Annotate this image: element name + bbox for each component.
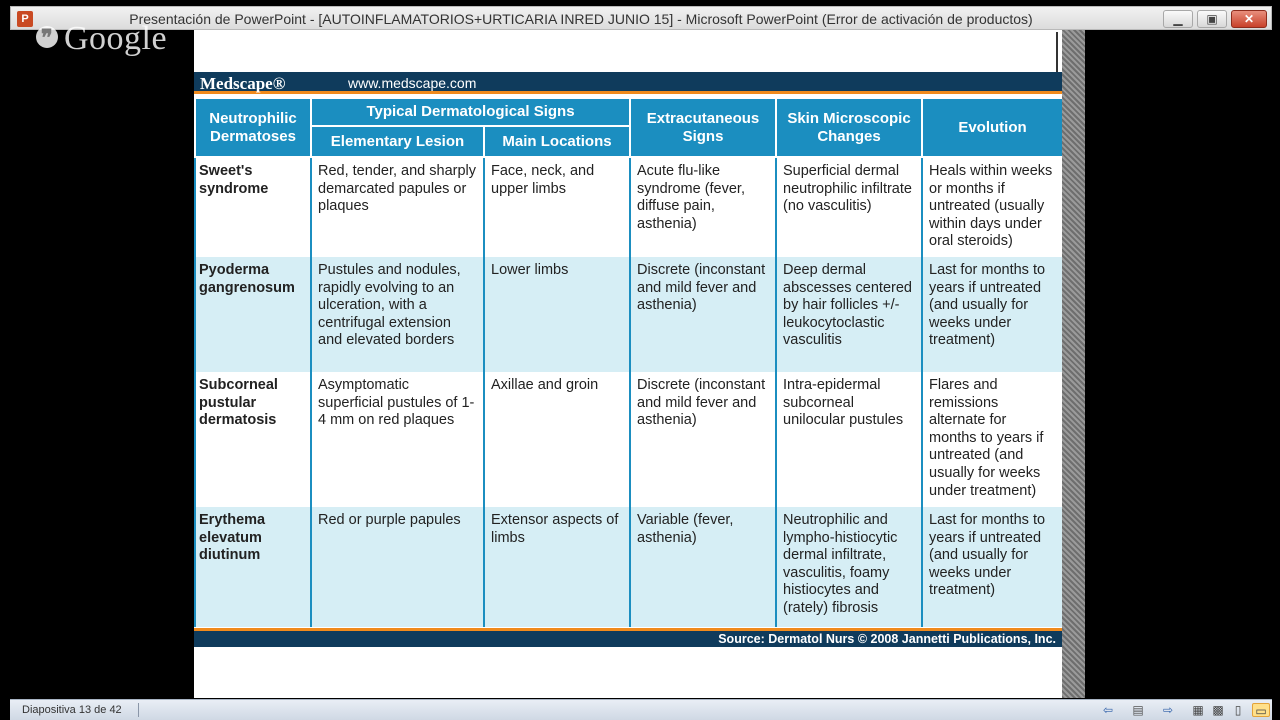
google-hangouts-watermark [36,20,167,58]
title-bar [10,6,1272,30]
table-row [195,507,1063,627]
header-skin-microscopic-changes: Skin Microscopic Changes [776,98,922,157]
cell-locations: Lower limbs [484,257,630,372]
header-extracutaneous-signs: Extracutaneous Signs [630,98,776,157]
cell-extracutaneous: Discrete (inconstant and mild fever and asthenia) [630,257,776,372]
header-neutrophilic-dermatoses: Neutrophilic Dermatoses [195,98,311,157]
minimize-button[interactable]: ▁ [1163,10,1193,28]
google-logo-text: Google [64,20,168,57]
reading-view-icon[interactable]: ▯ [1234,703,1242,717]
cell-lesion: Red or purple papules [311,507,484,627]
cell-evolution: Last for months to years if untreated (and usually for weeks under treatment) [922,507,1063,627]
medscape-header [194,72,1062,94]
medscape-logo: Medscape® [200,74,286,93]
table-row [195,372,1063,507]
normal-view-icon[interactable]: ▦ [1192,703,1204,717]
cell-microscopic: Neutrophilic and lympho-histiocytic dermal infiltrate, vasculitis, foamy histiocytes and (rately) fibrosis [776,507,922,627]
maximize-button[interactable]: ▣ [1197,10,1227,28]
row-name: Subcorneal pustular dermatosis [195,372,311,507]
cell-evolution: Flares and remissions alternate for months to years if untreated (and usually for weeks under treatment) [922,372,1063,507]
table-row [195,157,1063,257]
slide-sorter-icon[interactable]: ▩ [1212,703,1224,717]
cell-microscopic: Intra-epidermal subcorneal unilocular pustules [776,372,922,507]
medscape-url: www.medscape.com [348,75,477,91]
cell-lesion: Pustules and nodules, rapidly evolving to an ulceration, with a centrifugal extension and elevated borders [311,257,484,372]
slide-edge-pattern [1062,30,1085,698]
cell-microscopic: Superficial dermal neutrophilic infiltrate (no vasculitis) [776,157,922,257]
close-button[interactable]: ✕ [1231,10,1267,28]
source-citation: Source: Dermatol Nurs © 2008 Jannetti Publications, Inc. [194,628,1062,647]
row-name: Erythema elevatum diutinum [195,507,311,627]
header-elementary-lesion: Elementary Lesion [311,126,484,157]
separator [138,703,152,717]
forward-arrow-icon[interactable]: ⇨ [1162,703,1174,717]
cell-extracutaneous: Acute flu-like syndrome (fever, diffuse pain, asthenia) [630,157,776,257]
powerpoint-app-icon[interactable]: P [17,11,33,27]
cell-extracutaneous: Discrete (inconstant and mild fever and asthenia) [630,372,776,507]
notes-icon[interactable]: ▤ [1132,703,1144,717]
row-name: Pyoderma gangrenosum [195,257,311,372]
status-bar [10,699,1272,720]
cell-evolution: Heals within weeks or months if untreated (usually within days under oral steroids) [922,157,1063,257]
slide-canvas[interactable] [194,30,1062,698]
cell-lesion: Asymptomatic superficial pustules of 1-4 mm on red plaques [311,372,484,507]
hangouts-quote-icon: ❞ [36,26,58,48]
header-evolution: Evolution [922,98,1063,157]
cell-microscopic: Deep dermal abscesses centered by hair follicles +/- leukocytoclastic vasculitis [776,257,922,372]
cell-locations: Axillae and groin [484,372,630,507]
cell-locations: Extensor aspects of limbs [484,507,630,627]
header-typical-dermatological-signs: Typical Dermatological Signs [311,98,630,126]
table-row [195,257,1063,372]
slideshow-icon[interactable]: ▭ [1252,703,1270,717]
slide-decoration-line [1056,32,1058,72]
cell-extracutaneous: Variable (fever, asthenia) [630,507,776,627]
row-name: Sweet's syndrome [195,157,311,257]
cell-lesion: Red, tender, and sharply demarcated papules or plaques [311,157,484,257]
cell-locations: Face, neck, and upper limbs [484,157,630,257]
cell-evolution: Last for months to years if untreated (and usually for weeks under treatment) [922,257,1063,372]
window-title: Presentación de PowerPoint - [AUTOINFLAMATORIOS+URTICARIA INRED JUNIO 15] - Microsoft PowerPoint (Error de activación de productos) [129,11,1033,27]
back-arrow-icon[interactable]: ⇦ [1102,703,1114,717]
slide-counter: Diapositiva 13 de 42 [22,704,122,716]
dermatoses-table [194,97,1062,627]
header-main-locations: Main Locations [484,126,630,157]
